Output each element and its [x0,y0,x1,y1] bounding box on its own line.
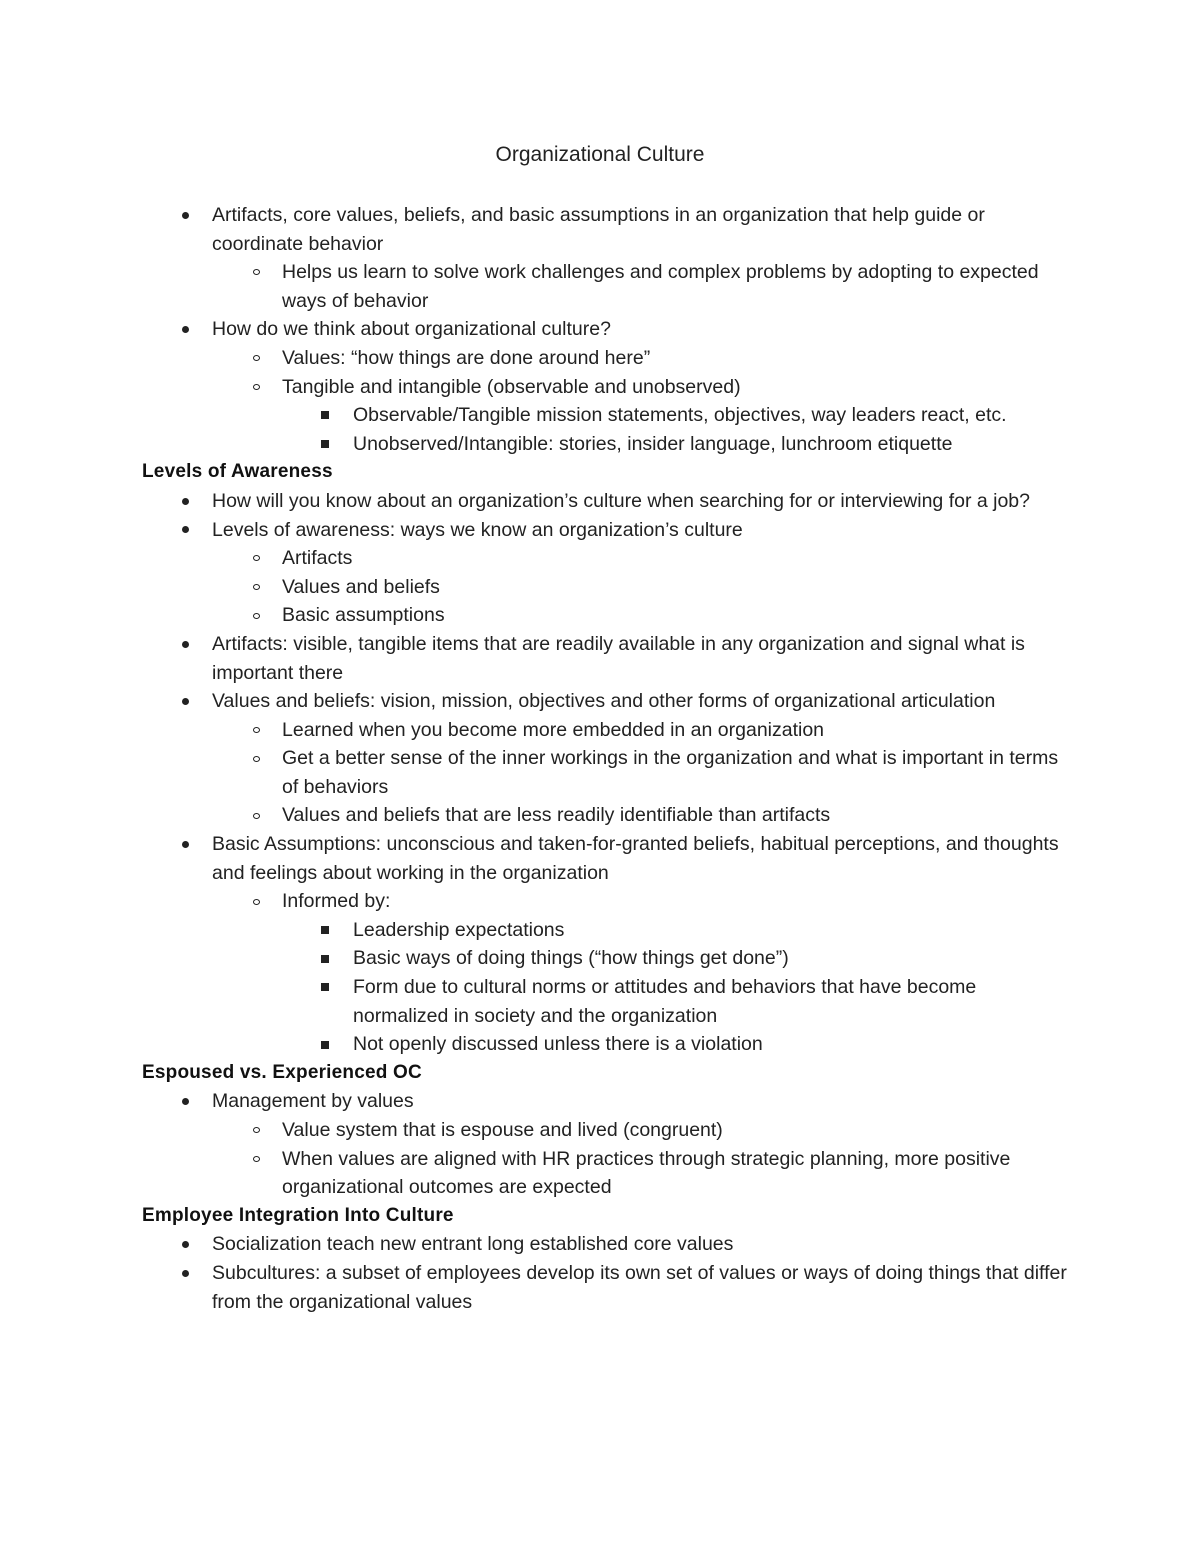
disc-bullet-icon [178,630,192,659]
circle-bullet-icon [249,373,263,402]
disc-bullet-icon [178,1230,192,1259]
list-item-text: Levels of awareness: ways we know an organization’s culture [212,518,743,541]
list-item-text: Leadership expectations [353,918,565,941]
list-item [142,630,1072,687]
circle-bullet-icon [249,573,263,602]
intro-list [142,315,1072,344]
list-item [142,1259,1072,1316]
list-item-text: Values and beliefs: vision, mission, objectives and other forms of organizational articulation [212,690,996,713]
list-item-text: Artifacts [282,547,353,570]
document-body [142,201,1072,1316]
sub-list [142,544,1072,630]
list-item [142,344,1072,373]
levels-list [142,630,1072,716]
page-title: Organizational Culture [495,143,705,166]
disc-bullet-icon [178,1087,192,1116]
disc-bullet-icon [178,487,192,516]
circle-bullet-icon [249,344,263,373]
list-item [142,1087,1072,1116]
list-item [142,373,1072,402]
circle-bullet-icon [249,1116,263,1145]
list-item-text: How do we think about organizational culture? [212,318,611,341]
list-item [142,401,1072,430]
sub-sub-list [142,401,1072,458]
sub-list [142,344,1072,401]
list-item-text: Value system that is espouse and lived (congruent) [282,1119,723,1141]
square-bullet-icon [318,430,332,459]
sub-list [142,258,1072,315]
list-item-text: Basic ways of doing things (“how things get done”) [353,947,789,970]
list-item [142,944,1072,973]
section-heading-integration: Employee Integration Into Culture [142,1204,454,1226]
list-item [142,830,1072,887]
circle-bullet-icon [249,544,263,573]
list-item [142,716,1072,745]
list-item [142,801,1072,830]
circle-bullet-icon [249,716,263,745]
list-item-text: Informed by: [282,890,391,913]
intro-list [142,201,1072,258]
list-item-text: Form due to cultural norms or attitudes and behaviors that have become normalized in society and the organization [353,976,977,1027]
circle-bullet-icon [249,887,263,916]
list-item-text: Subcultures: a subset of employees develop its own set of values or ways of doing things that differ from the organizational values [212,1261,1067,1313]
circle-bullet-icon [249,801,263,830]
list-item [142,687,1072,716]
circle-bullet-icon [249,601,263,630]
list-item [142,516,1072,545]
list-item [142,315,1072,344]
list-item [142,1116,1072,1145]
list-item [142,544,1072,573]
list-item-text: Values and beliefs [282,575,440,598]
square-bullet-icon [318,973,332,1002]
disc-bullet-icon [178,1259,192,1288]
list-item-text: Management by values [212,1090,414,1113]
sub-list [142,1116,1072,1202]
list-item [142,1030,1072,1059]
levels-list [142,830,1072,887]
list-item-text: Not openly discussed unless there is a violation [353,1033,763,1056]
list-item [142,258,1072,315]
list-item-text: Unobserved/Intangible: stories, insider language, lunchroom etiquette [353,432,953,455]
list-item-text: Artifacts: visible, tangible items that are readily available in any organization and signal what is important there [212,632,1025,684]
list-item-text: When values are aligned with HR practices through strategic planning, more positive organizational outcomes are expected [282,1147,1011,1199]
list-item-text: How will you know about an organization’s culture when searching for or interviewing for a job? [212,489,1031,512]
list-item [142,1230,1072,1259]
disc-bullet-icon [178,687,192,716]
list-item [142,201,1072,258]
circle-bullet-icon [249,744,263,773]
disc-bullet-icon [178,201,192,230]
square-bullet-icon [318,1030,332,1059]
integration-list [142,1230,1072,1316]
list-item [142,973,1072,1030]
list-item [142,887,1072,916]
list-item [142,916,1072,945]
section-heading-levels: Levels of Awareness [142,461,333,483]
sub-sub-list [142,916,1072,1059]
list-item [142,487,1072,516]
square-bullet-icon [318,944,332,973]
list-item-text: Artifacts, core values, beliefs, and basic assumptions in an organization that help guide or coordinate behavior [212,204,985,255]
list-item [142,1145,1072,1202]
levels-list [142,487,1072,544]
list-item-text: Learned when you become more embedded in an organization [282,718,825,741]
list-item-text: Helps us learn to solve work challenges and complex problems by adopting to expected ways of behavior [282,261,1039,312]
list-item [142,430,1072,459]
section-heading-espoused: Espoused vs. Experienced OC [142,1061,422,1083]
list-item-text: Basic Assumptions: unconscious and taken-for-granted beliefs, habitual perceptions, and thoughts and feelings about working in the organization [212,833,1059,884]
list-item-text: Tangible and intangible (observable and unobserved) [282,375,741,398]
list-item-text: Values: “how things are done around here” [282,346,651,369]
disc-bullet-icon [178,516,192,545]
disc-bullet-icon [178,315,192,344]
espoused-list [142,1087,1072,1116]
list-item-text: Basic assumptions [282,604,445,627]
list-item-text: Socialization teach new entrant long established core values [212,1233,734,1256]
circle-bullet-icon [249,1145,263,1174]
circle-bullet-icon [249,258,263,287]
disc-bullet-icon [178,830,192,859]
square-bullet-icon [318,916,332,945]
list-item [142,744,1072,801]
list-item-text: Get a better sense of the inner workings in the organization and what is important in terms of behaviors [282,747,1059,798]
list-item-text: Values and beliefs that are less readily identifiable than artifacts [282,804,831,827]
list-item [142,573,1072,602]
sub-list [142,887,1072,916]
list-item [142,601,1072,630]
list-item-text: Observable/Tangible mission statements, objectives, way leaders react, etc. [353,404,1007,427]
square-bullet-icon [318,401,332,430]
sub-list [142,716,1072,830]
